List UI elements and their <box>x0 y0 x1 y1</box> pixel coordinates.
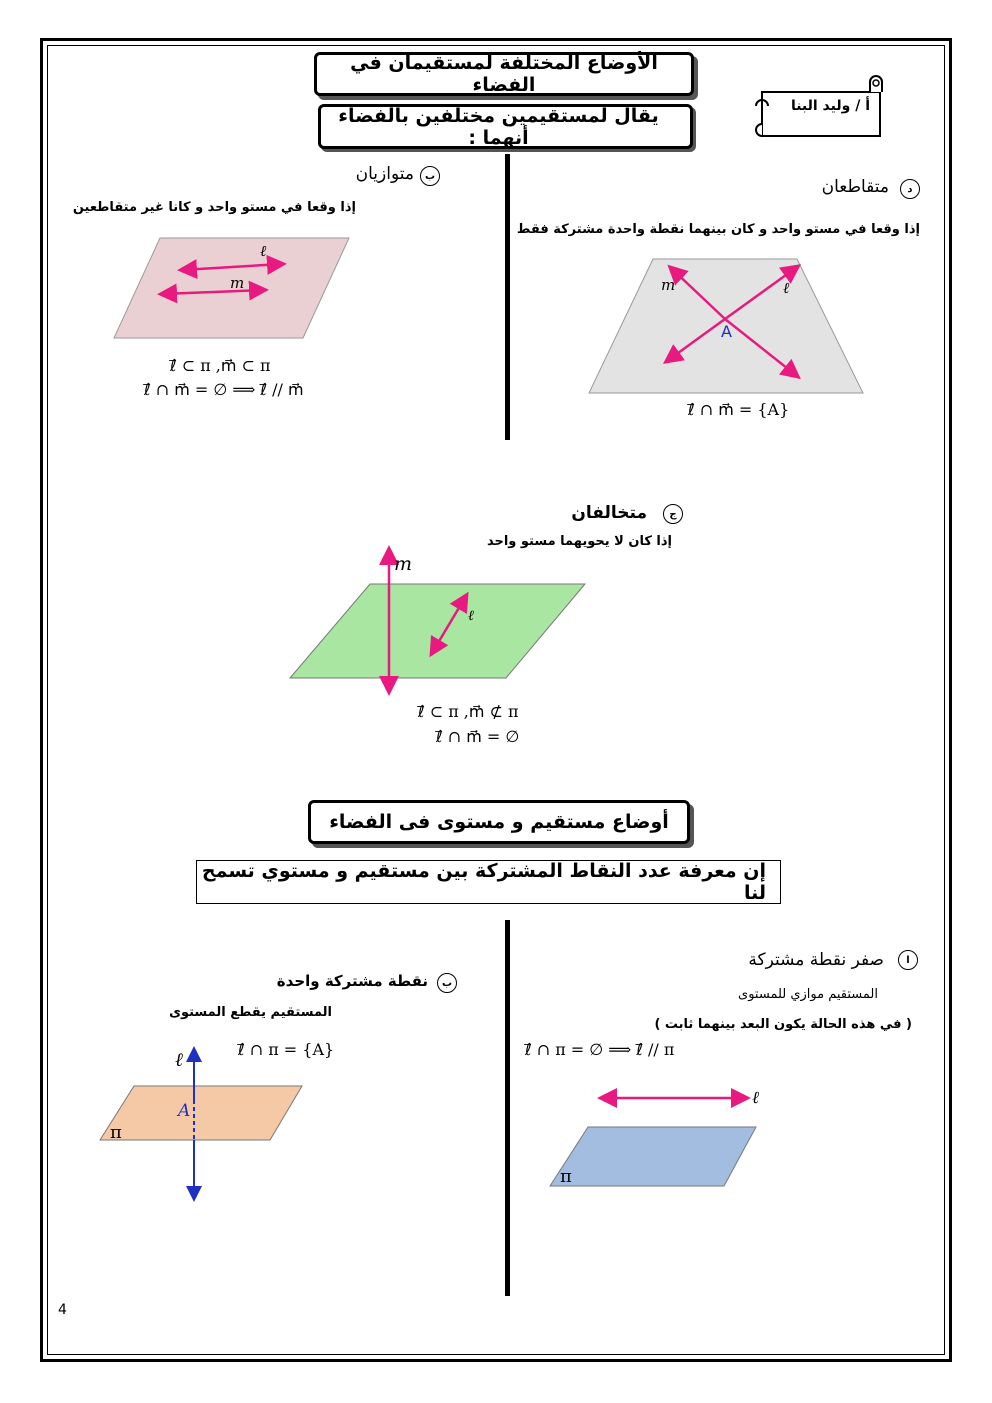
skew-title: متخالفان <box>571 503 647 523</box>
skew-formula-1: ℓ⃗ ⊂ π ,m⃗ ⊄ π <box>418 702 519 721</box>
badge-skew: ج <box>663 504 683 524</box>
badge-intersecting: د <box>900 179 920 199</box>
parallel-title: متوازيان <box>355 164 414 184</box>
zero-points-description: المستقيم موازي للمستوى <box>738 987 878 1002</box>
divider-top <box>505 154 510 440</box>
zero-points-formula: ℓ⃗ ∩ π = ∅ ⟹ ℓ⃗ // π <box>525 1040 675 1059</box>
label-m-skew: m <box>394 553 413 575</box>
label-A-one: A <box>178 1101 191 1121</box>
zero-points-title: صفر نقطة مشتركة <box>748 950 884 970</box>
skew-diagram <box>288 540 588 700</box>
badge-one-point: ب <box>437 973 457 993</box>
page-number: 4 <box>58 1302 67 1318</box>
author-name: وليد البنا <box>790 98 851 114</box>
label-l-zero: ℓ <box>752 1088 760 1108</box>
author-label <box>791 98 870 114</box>
skew-formula-2: ℓ⃗ ∩ m⃗ = ∅ <box>436 727 520 746</box>
plane-green <box>290 584 585 678</box>
one-point-diagram <box>98 1042 308 1202</box>
label-l-parallel: ℓ <box>260 242 267 260</box>
parallel-diagram <box>112 236 352 340</box>
one-point-formula: ℓ⃗ ∩ π = {A} <box>238 1040 335 1059</box>
plane-blue <box>550 1127 756 1186</box>
badge-zero-points: ا <box>898 950 918 970</box>
section-title-line-plane: أوضاع مستقيم و مستوى فى الفضاء <box>308 800 690 844</box>
badge-parallel: ب <box>420 166 440 186</box>
intersecting-diagram <box>585 255 870 400</box>
label-pi-zero: π <box>560 1166 572 1187</box>
label-pi-one: π <box>110 1122 122 1143</box>
plane-peach <box>100 1086 302 1140</box>
intersecting-formula: ℓ⃗ ∩ m⃗ = {A} <box>688 400 790 419</box>
label-l-skew: ℓ <box>468 608 474 624</box>
line-plane-intro: إن معرفة عدد النقاط المشتركة بين مستقيم و مستوي تسمح لنا <box>196 860 781 904</box>
parallel-formula-2: ℓ⃗ ∩ m⃗ = ∅ ⟹ ℓ⃗ // m⃗ <box>144 380 304 399</box>
main-title: الأوضاع المختلفة لمستقيمان في الفضاء <box>314 52 694 96</box>
label-m-parallel: m <box>230 274 245 292</box>
skew-description: إذا كان لا يحويهما مستو واحد <box>486 534 672 549</box>
parallel-description: إذا وقعا في مستو واحد و كانا غير متقاطعين <box>72 200 356 215</box>
label-m: m <box>661 276 676 294</box>
sub-title: يقال لمستقيمين مختلفين بالفضاء أنهما : <box>318 104 693 149</box>
author-prefix: أ / <box>855 98 870 114</box>
label-l: ℓ <box>783 279 790 297</box>
author-scroll <box>752 76 888 142</box>
intersecting-description: إذا وقعا في مستو واحد و كان بينهما نقطة واحدة مشتركة فقط <box>516 222 920 237</box>
one-point-description: المستقيم يقطع المستوى <box>169 1005 332 1020</box>
label-A: A <box>721 322 732 341</box>
zero-points-note: ( في هذه الحالة يكون البعد بينهما ثابت ) <box>654 1017 912 1032</box>
divider-bottom <box>505 920 510 1296</box>
one-point-title: نقطة مشتركة واحدة <box>276 972 428 990</box>
intersecting-title: متقاطعان <box>821 177 889 197</box>
label-l-one: ℓ <box>175 1049 183 1071</box>
zero-points-diagram <box>548 1082 768 1190</box>
parallel-formula-1: ℓ⃗ ⊂ π ,m⃗ ⊂ π <box>170 356 271 375</box>
